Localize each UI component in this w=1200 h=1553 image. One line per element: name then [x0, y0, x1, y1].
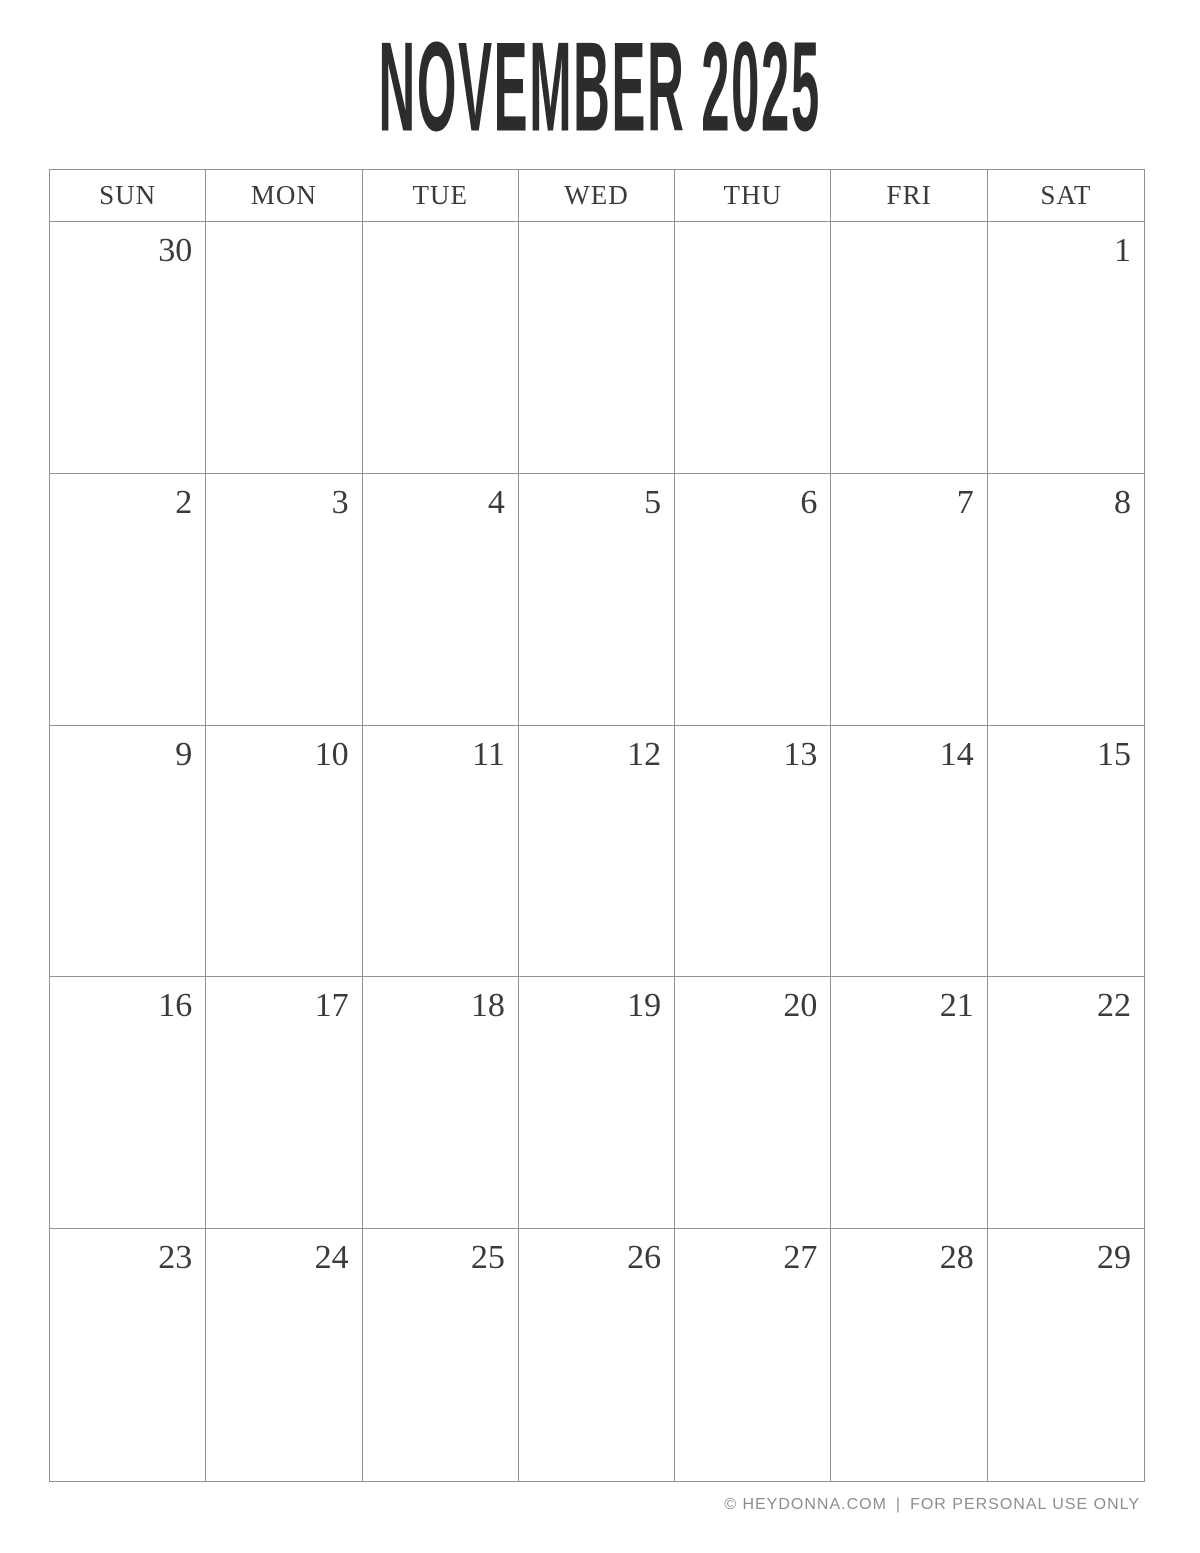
- date-number: 20: [783, 987, 818, 1025]
- day-cell-15: [988, 726, 1144, 978]
- day-cell-5: [519, 474, 675, 726]
- day-cell-23: [50, 1229, 206, 1481]
- date-number: 29: [1097, 1239, 1131, 1277]
- day-cell-4: [363, 474, 519, 726]
- day-cell-empty: [206, 222, 362, 474]
- date-number: 1: [1114, 232, 1131, 269]
- day-cell-empty: [363, 222, 519, 474]
- day-header-tue: TUE: [363, 170, 519, 222]
- day-cell-11: [363, 726, 519, 978]
- day-cell-9: [50, 726, 206, 978]
- date-number: 8: [1114, 483, 1131, 521]
- date-number: 28: [939, 1239, 974, 1277]
- day-cell-14: [831, 726, 987, 978]
- day-cell-29: [988, 1229, 1144, 1481]
- day-cell-1: [988, 222, 1144, 474]
- week-row-4: [50, 977, 1144, 1229]
- date-number: 3: [331, 483, 349, 521]
- day-cell-6: [675, 474, 831, 726]
- day-cell-8: [988, 474, 1144, 726]
- date-number: 10: [314, 735, 349, 773]
- date-number: 17: [314, 987, 349, 1025]
- calendar-weeks: [50, 222, 1144, 1481]
- day-header-sun: SUN: [50, 170, 206, 222]
- day-cell-16: [50, 977, 206, 1229]
- day-cell-10: [206, 726, 362, 978]
- date-number: 5: [644, 483, 662, 521]
- date-number: 18: [470, 987, 505, 1025]
- day-header-mon: MON: [206, 170, 362, 222]
- day-cell-21: [831, 977, 987, 1229]
- day-cell-17: [206, 977, 362, 1229]
- date-number: 12: [627, 735, 662, 773]
- calendar-grid: [49, 169, 1145, 1482]
- date-number: 24: [314, 1239, 349, 1277]
- date-number: 26: [627, 1239, 662, 1277]
- day-cell-empty: [519, 222, 675, 474]
- week-row-3: [50, 726, 1144, 978]
- date-number: 7: [956, 483, 974, 521]
- day-cell-27: [675, 1229, 831, 1481]
- date-number: 9: [175, 735, 193, 773]
- date-number: 25: [470, 1239, 505, 1277]
- day-cell-26: [519, 1229, 675, 1481]
- date-number: 30: [158, 232, 193, 269]
- page-title: NOVEMBER 2025: [378, 17, 822, 160]
- day-cell-13: [675, 726, 831, 978]
- date-number: 13: [783, 735, 818, 773]
- footer-separator: |: [895, 1496, 902, 1513]
- day-cell-22: [988, 977, 1144, 1229]
- day-cell-28: [831, 1229, 987, 1481]
- day-cell-19: [519, 977, 675, 1229]
- date-number: 19: [627, 987, 662, 1025]
- date-number: 22: [1097, 987, 1131, 1025]
- day-cell-3: [206, 474, 362, 726]
- date-number: 6: [800, 483, 818, 521]
- day-header-row: [50, 170, 1144, 222]
- date-number: 23: [158, 1239, 193, 1277]
- day-header-wed: WED: [519, 170, 675, 222]
- date-number: 2: [175, 483, 193, 521]
- footer: [724, 1496, 1140, 1514]
- day-cell-20: [675, 977, 831, 1229]
- date-number: 4: [487, 483, 505, 521]
- day-cell-18: [363, 977, 519, 1229]
- footer-usage: FOR PERSONAL USE ONLY: [910, 1496, 1140, 1513]
- day-cell-7: [831, 474, 987, 726]
- day-header-fri: FRI: [831, 170, 987, 222]
- day-cell-2: [50, 474, 206, 726]
- date-number: 15: [1097, 735, 1131, 773]
- week-row-2: [50, 474, 1144, 726]
- day-cell-12: [519, 726, 675, 978]
- day-cell-empty: [675, 222, 831, 474]
- date-number: 27: [783, 1239, 818, 1277]
- date-number: 14: [939, 735, 974, 773]
- day-cell-empty: [831, 222, 987, 474]
- day-cell-25: [363, 1229, 519, 1481]
- date-number: 11: [472, 735, 505, 773]
- footer-copyright: © HEYDONNA.COM: [724, 1496, 887, 1513]
- week-row-1: [50, 222, 1144, 474]
- title-area: [0, 17, 1200, 160]
- week-row-5: [50, 1229, 1144, 1481]
- date-number: 16: [158, 987, 193, 1025]
- day-header-thu: THU: [675, 170, 831, 222]
- day-cell-30: [50, 222, 206, 474]
- day-header-sat: SAT: [988, 170, 1144, 222]
- day-cell-24: [206, 1229, 362, 1481]
- date-number: 21: [939, 987, 974, 1025]
